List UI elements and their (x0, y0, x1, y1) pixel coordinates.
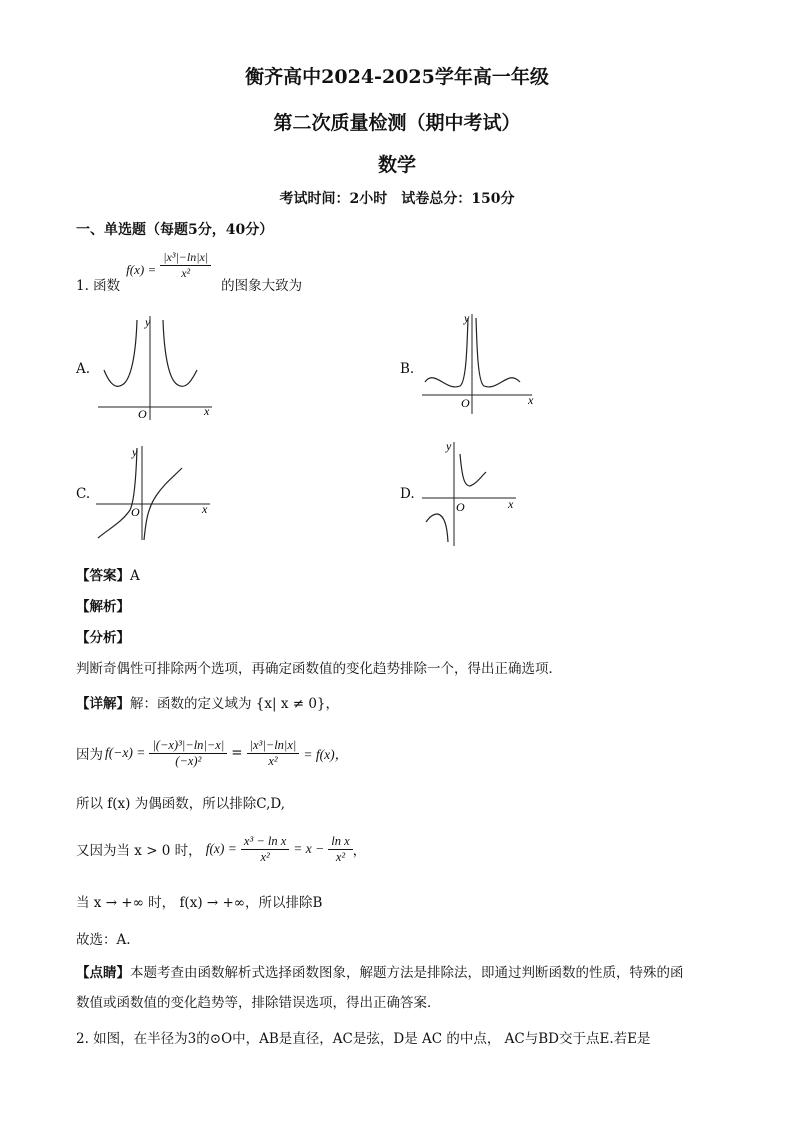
limit-line: 当 x → +∞ 时， f(x) → +∞，所以排除B (76, 895, 323, 911)
dianjing-line-2: 数值或函数值的变化趋势等，排除错误选项，得出正确答案． (76, 995, 441, 1011)
graph-d-origin: O (456, 500, 465, 514)
option-c-label: C. (76, 486, 91, 502)
q1-stem (76, 250, 302, 300)
graph-b-x-label: x (528, 393, 534, 407)
answer-value: A (130, 568, 140, 584)
line2-eq: = (231, 745, 243, 761)
graph-d (420, 438, 530, 548)
line2-prefix: 因为 (76, 747, 103, 763)
answer-line (76, 564, 140, 584)
dianjing-text-1: 本题考查由函数解析式选择函数图象，解题方法是排除法，即通过判断函数的性质，特殊的函 (130, 965, 684, 981)
exam-info: 考试时间：2小时 试卷总分：150分 (279, 191, 515, 207)
title-subject: 数学 (377, 154, 416, 176)
detail-text: 解：函数的定义域为 {x| x ≠ 0}， (130, 696, 340, 712)
q1-prefix: 1. 函数 (76, 278, 121, 294)
q1-func-den: x² (181, 266, 191, 280)
option-d-label: D. (400, 486, 415, 502)
q2-stem: 2. 如图，在半径为3的⊙O中，AB是直径，AC是弦，D是 AC 的中点， AC与BD交于点E.若E是 (76, 1031, 651, 1047)
fenxi-text: 判断奇偶性可排除两个选项，再确定函数值的变化趋势排除一个，得出正确选项． (76, 661, 562, 677)
positive-x-line (76, 826, 366, 872)
line4-den1: x² (260, 849, 270, 864)
graph-d-y-label: y (446, 439, 452, 453)
fenxi-label: 【分析】 (76, 630, 130, 646)
graph-c (92, 440, 217, 545)
line2-lhs: f(−x) = (105, 745, 146, 760)
even-proof-line (76, 730, 348, 776)
graph-c-y-label: y (132, 445, 138, 459)
answer-label: 【答案】 (76, 568, 130, 584)
analysis-label: 【解析】 (76, 599, 130, 615)
graph-b-y-label: y (464, 311, 470, 325)
line4-fraction-2 (328, 834, 352, 865)
graph-a-x-label: x (204, 404, 210, 418)
line2-num2: |x³|−ln|x| (247, 738, 300, 754)
graph-c-origin: O (131, 505, 140, 519)
line2-den2: x² (268, 753, 278, 768)
graph-a-origin: O (138, 407, 147, 421)
dianjing-line-1 (76, 961, 684, 981)
line2-rhs: = f(x)， (303, 747, 349, 762)
title-exam: 第二次质量检测（期中考试） (273, 112, 521, 134)
graph-c-x-label: x (202, 502, 208, 516)
even-conclusion: 所以 f(x) 为偶函数，所以排除C,D, (76, 796, 285, 812)
line4-mid: = x − (293, 841, 325, 856)
line2-num1: |(−x)³|−ln|−x| (149, 738, 227, 754)
option-b-label: B. (400, 361, 415, 377)
line2-fraction-2 (247, 738, 300, 769)
section-heading: 一、单选题（每题5分，40分） (76, 222, 274, 238)
q1-func-num: |x³|−ln|x| (160, 250, 211, 266)
q1-suffix: 的图象大致为 (221, 278, 303, 294)
graph-b-origin: O (461, 396, 470, 410)
graph-a (92, 310, 222, 425)
line4-fraction-1 (241, 834, 289, 865)
detail-label: 【详解】 (76, 696, 130, 712)
graph-a-y-label: y (145, 315, 151, 329)
graph-d-x-label: x (508, 497, 514, 511)
graph-b (420, 310, 545, 415)
line4-prefix: 又因为当 x > 0 时， (76, 843, 202, 859)
option-a-label: A. (76, 361, 91, 377)
line4-end: ， (352, 843, 367, 859)
dianjing-label: 【点睛】 (76, 965, 130, 981)
choice-line: 故选：A. (76, 932, 131, 948)
title-school: 衡齐高中2024-2025学年高一年级 (245, 66, 549, 88)
detail-line (76, 692, 339, 712)
line4-lhs: f(x) = (205, 841, 237, 856)
line4-num2: ln x (328, 834, 352, 850)
line2-den1: (−x)² (175, 753, 202, 768)
line4-den2: x² (335, 849, 346, 864)
q1-func-lhs: f(x) = (126, 262, 157, 277)
q1-func-fraction (160, 250, 211, 281)
line2-fraction-1 (149, 738, 227, 769)
line4-num1: x³ − ln x (241, 834, 289, 850)
